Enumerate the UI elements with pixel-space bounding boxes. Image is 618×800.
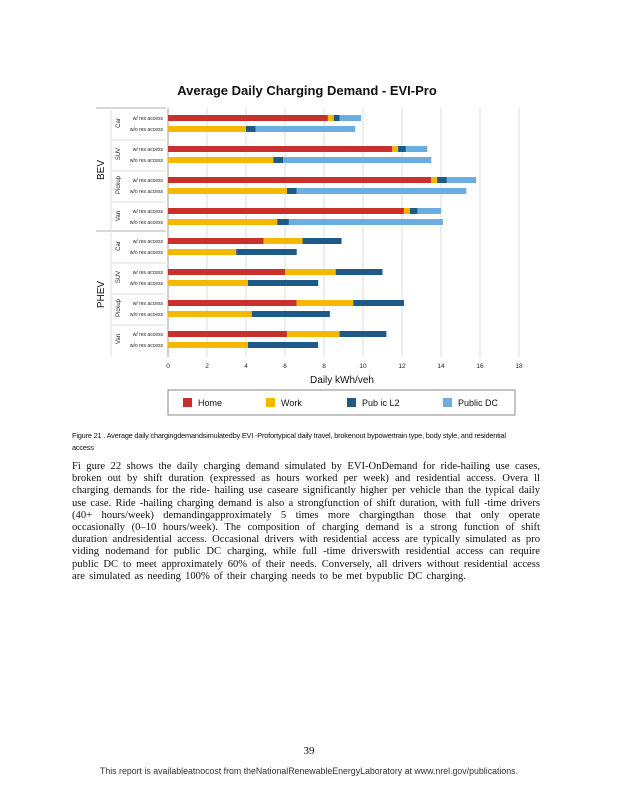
bar-phev-pickup-with-0 [168,300,297,306]
x-tick-label: 12 [398,363,406,370]
legend-label: Work [281,398,302,408]
bar-phev-pickup-without-2 [252,311,330,317]
legend-label: Public DC [458,398,499,408]
bar-bev-car-with-3 [340,115,361,121]
bar-bev-suv-with-1 [392,146,398,152]
bar-phev-van-with-2 [340,331,387,337]
bar-bev-pickup-with-0 [168,177,431,183]
row-label: w/o res access [129,281,163,287]
bar-bev-suv-without-3 [283,157,431,163]
bar-series [168,115,476,348]
bar-phev-car-with-1 [264,238,303,244]
body-type-label: Car [116,241,122,251]
x-tick-label: 6 [283,363,287,370]
body-paragraph: Fi gure 22 shows the daily charging demand simulated by EVI-OnDemand for ride-hailing use cases, broken out by shift duration (expressed as hours worked per week) and residential access. Overa ll charging demands for the ride- hailing use caseare significantly higher per vehicle than the typical daily use case. Ride -hailing charging demand is also a strongfunction of shift duration, with full -time drivers (40+ hours/week) demandingapproximately 5 times more chargingthan those that only operate occasionally (0–10 hours/week). The composition of charging demand is a strong function of shift duration andresidential access. Occasional drivers with residential access are typically simulated as pro viding nodemand for public DC charging, while full -time driverswith residential access can require public DC to meet approximately 60% of their needs. Conversely, all drivers without residential access are simulated as needing 100% of their charging needs to be met bypublic DC charging. [72,461,540,582]
row-label: w/ res access [132,270,163,276]
x-tick-label: 14 [437,363,445,370]
body-type-label: Car [116,118,122,128]
bar-phev-car-with-2 [303,238,342,244]
grid-lines [168,108,519,357]
legend-label: Pub ic L2 [362,398,400,408]
bar-bev-car-with-0 [168,115,328,121]
bar-bev-pickup-with-2 [437,177,447,183]
powertrain-label: BEV [96,159,107,181]
body-type-label: Van [116,210,122,222]
legend-swatch [266,398,275,407]
bar-bev-pickup-with-3 [447,177,476,183]
x-tick-label: 10 [359,363,367,370]
row-label: w/ res access [132,301,163,307]
bar-bev-suv-without-1 [168,157,273,163]
bar-bev-pickup-with-1 [431,177,437,183]
bar-bev-suv-with-0 [168,146,392,152]
row-label: w/ res access [132,116,163,122]
row-label: w/o res access [129,220,163,226]
row-label: w/o res access [129,189,163,195]
legend-swatch [443,398,452,407]
row-label: w/ res access [132,147,163,153]
bar-bev-car-with-2 [334,115,340,121]
category-labels [96,108,166,356]
page-number: 39 [303,745,315,757]
x-tick-label: 8 [322,363,326,370]
bar-bev-van-without-2 [277,219,289,225]
bar-phev-car-without-1 [168,249,236,255]
bar-bev-van-without-1 [168,219,277,225]
row-label: w/o res access [129,158,163,164]
x-tick-label: 18 [515,363,523,370]
bar-bev-van-with-1 [404,208,410,214]
bar-phev-car-with-0 [168,238,264,244]
body-type-label: SUV [116,147,122,161]
body-type-label: Van [116,333,122,345]
bar-phev-suv-with-0 [168,269,285,275]
page-footer: This report is availableatnocost from theNationalRenewableEnergyLaboratory at www.nrel.gov/publications. [99,766,519,776]
bar-bev-van-with-2 [410,208,418,214]
x-tick-label: 16 [476,363,484,370]
bar-bev-suv-with-2 [398,146,406,152]
bar-phev-pickup-with-2 [353,300,404,306]
bar-phev-van-without-1 [168,342,248,348]
row-label: w/ res access [132,209,163,215]
bar-bev-car-without-2 [246,126,256,132]
legend-swatch [183,398,192,407]
bar-bev-car-without-1 [168,126,246,132]
bar-bev-suv-without-2 [273,157,283,163]
legend [168,390,515,415]
bar-bev-suv-with-3 [406,146,427,152]
bar-phev-pickup-with-1 [297,300,354,306]
bar-bev-pickup-without-2 [287,188,297,194]
bar-phev-suv-without-2 [248,280,318,286]
bar-phev-suv-with-2 [336,269,383,275]
body-type-label: SUV [116,270,122,284]
bar-bev-van-without-3 [289,219,443,225]
bar-phev-van-with-0 [168,331,287,337]
row-label: w/ res access [132,239,163,245]
bar-phev-car-without-2 [236,249,296,255]
row-label: w/o res access [129,343,163,349]
x-axis-label: Daily kWh/veh [310,375,374,386]
bar-phev-suv-without-1 [168,280,248,286]
row-label: w/o res access [129,250,163,256]
powertrain-label: PHEV [96,280,107,309]
bar-phev-pickup-without-1 [168,311,252,317]
bar-bev-pickup-without-3 [297,188,467,194]
row-label: w/ res access [132,332,163,338]
row-label: w/ res access [132,178,163,184]
bar-phev-van-with-1 [287,331,340,337]
x-tick-label: 2 [205,363,209,370]
bar-bev-van-with-0 [168,208,404,214]
x-axis-ticks [166,363,523,370]
row-label: w/o res access [129,312,163,318]
x-tick-label: 0 [166,363,170,370]
bar-bev-pickup-without-1 [168,188,287,194]
chart-title: Average Daily Charging Demand - EVI-Pro [177,83,437,98]
figure-caption: Figure 21 . Average daily chargingdemandsimulatedby EVI -Profortypical daily travel, brokenout bypowertrain type, body style, and residential access [72,431,506,452]
x-tick-label: 4 [244,363,248,370]
row-label: w/o res access [129,127,163,133]
body-type-label: Pickup [116,298,122,318]
bar-bev-car-with-1 [328,115,334,121]
legend-swatch [347,398,356,407]
bar-bev-car-without-3 [256,126,355,132]
bar-bev-van-with-3 [418,208,441,214]
legend-label: Home [198,398,223,408]
bar-phev-van-without-2 [248,342,318,348]
bar-phev-suv-with-1 [285,269,336,275]
body-type-label: Pickup [116,175,122,195]
